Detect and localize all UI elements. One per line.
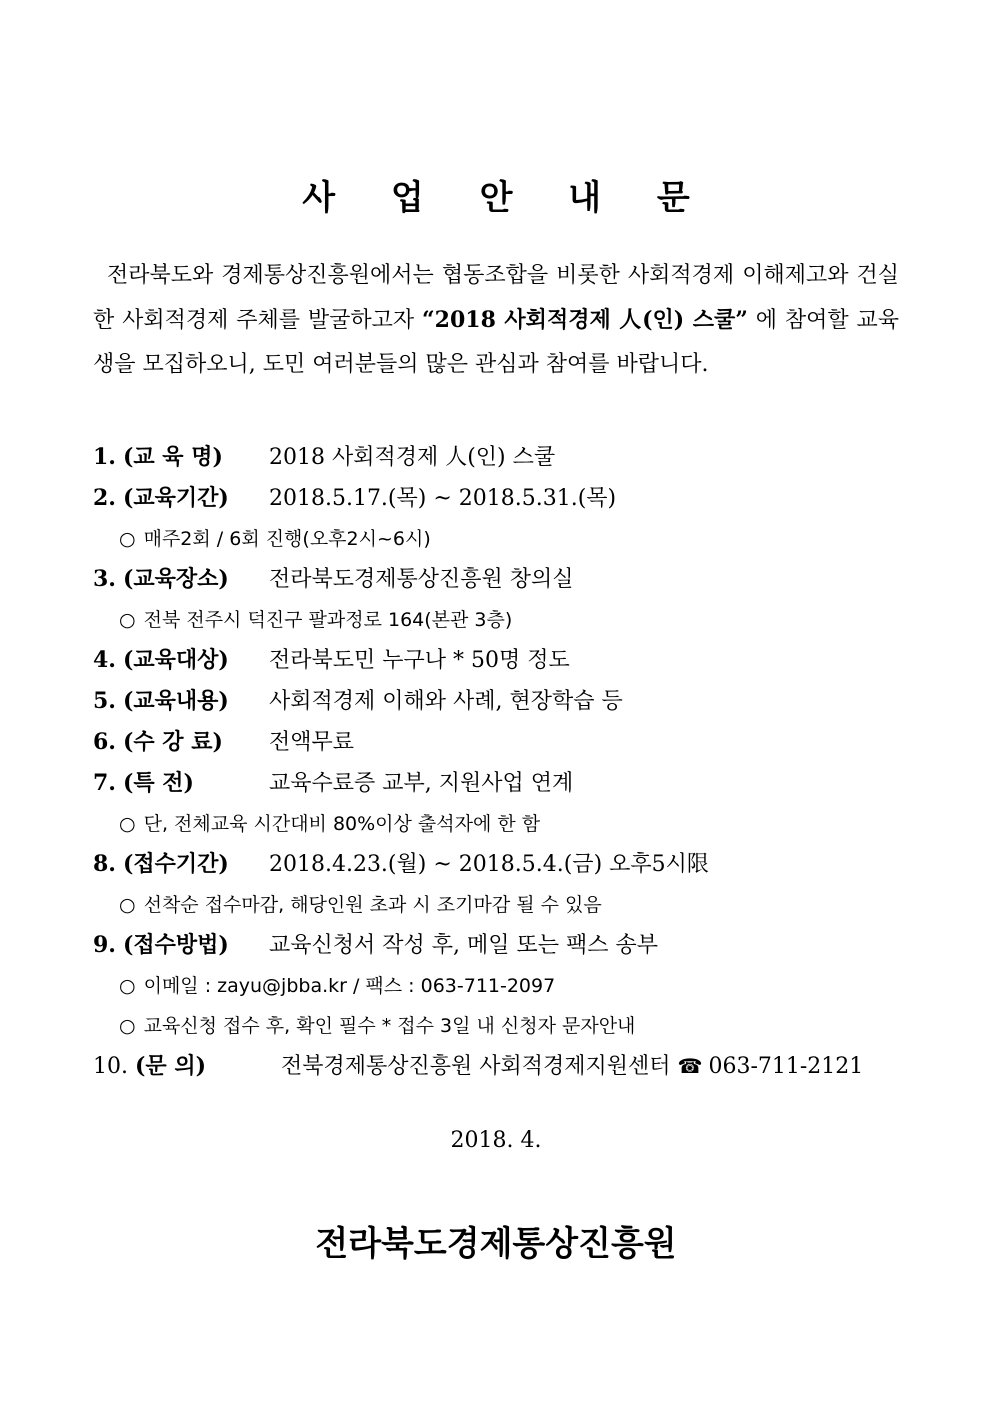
subitem-text: 선착순 접수마감, 해당인원 초과 시 조기마감 될 수 있음: [143, 894, 602, 916]
item-value: 2018.4.23.(월) ~ 2018.5.4.(금) 오후5시限: [268, 852, 709, 877]
item-value: 사회적경제 이해와 사례, 현장학습 등: [268, 689, 623, 714]
item-value: 2018.5.17.(목) ~ 2018.5.31.(목): [268, 486, 617, 511]
item-number: 3.: [93, 566, 116, 592]
subitem-text: 이메일 : zayu@jbba.kr / 팩스 : 063-711-2097: [143, 975, 556, 997]
item-label: (수 강 료): [122, 729, 223, 755]
list-subitem: [93, 1006, 913, 1046]
contact-item: [93, 1046, 913, 1087]
item-label: (접수방법): [122, 932, 229, 958]
item-label: (교육내용): [122, 688, 229, 714]
list-subitem: [93, 966, 913, 1006]
list-item: [93, 681, 913, 722]
circle-bullet-icon: ○: [119, 609, 136, 631]
item-label: (교육기간): [122, 485, 229, 511]
subitem-text: 단, 전체교육 시간대비 80%이상 출석자에 한 함: [143, 813, 541, 835]
issue-date: 2018. 4.: [450, 1128, 542, 1153]
item-label: (교육장소): [122, 566, 229, 592]
circle-bullet-icon: ○: [119, 1015, 136, 1037]
item-value: 교육수료증 교부, 지원사업 연계: [268, 771, 574, 796]
list-item: [93, 844, 913, 885]
circle-bullet-icon: ○: [119, 894, 136, 916]
item-number: 10.: [93, 1054, 128, 1079]
item-number: 7.: [93, 770, 116, 796]
circle-bullet-icon: ○: [119, 975, 136, 997]
intro-paragraph: [93, 254, 899, 387]
list-item: [93, 640, 913, 681]
item-value: 전라북도경제통상진흥원 창의실: [268, 567, 574, 592]
item-number: 4.: [93, 647, 116, 673]
list-subitem: [93, 885, 913, 925]
item-label: (접수기간): [122, 851, 229, 877]
item-number: 2.: [93, 485, 116, 511]
item-value: 2018 사회적경제 人(인) 스쿨: [268, 445, 556, 470]
phone-icon: ☎: [677, 1054, 703, 1078]
intro-program-name: “2018 사회적경제 人(인) 스쿨”: [422, 307, 748, 333]
item-value: 전액무료: [268, 730, 354, 755]
circle-bullet-icon: ○: [119, 528, 136, 550]
item-value: 교육신청서 작성 후, 메일 또는 팩스 송부: [268, 933, 658, 958]
item-number: 6.: [93, 729, 116, 755]
contact-phone: 063-711-2121: [708, 1054, 864, 1079]
list-item: [93, 478, 913, 519]
intro-text-2: 에 참여할 교육생을 모집하오니, 도민 여러분들의 많은 관심과 참여를 바랍니다.: [93, 308, 899, 377]
list-item: [93, 763, 913, 804]
page-title: 사 업 안 내 문: [302, 178, 712, 218]
list-item: [93, 437, 913, 478]
subitem-text: 전북 전주시 덕진구 팔과정로 164(본관 3층): [143, 609, 513, 631]
item-number: 1.: [93, 444, 116, 470]
list-subitem: [93, 519, 913, 559]
item-label: (교 육 명): [122, 444, 223, 470]
list-item: [93, 559, 913, 600]
item-number: 8.: [93, 851, 116, 877]
item-value: 전라북도민 누구나 * 50명 정도: [268, 648, 570, 673]
intro-text-1: 전라북도와 경제통상진흥원에서는 협동조합을 비롯한 사회적경제 이해제고와 건실한 사회적경제 주체를 발굴하고자: [93, 263, 899, 333]
list-item: [93, 925, 913, 966]
circle-bullet-icon: ○: [119, 813, 136, 835]
subitem-text: 교육신청 접수 후, 확인 필수 * 접수 3일 내 신청자 문자안내: [143, 1015, 636, 1037]
item-label: (문 의): [135, 1053, 206, 1079]
item-label: (특 전): [122, 770, 194, 796]
item-number: 5.: [93, 688, 116, 714]
item-label: (교육대상): [122, 647, 229, 673]
list-item: [93, 722, 913, 763]
subitem-text: 매주2회 / 6회 진행(오후2시~6시): [143, 528, 431, 550]
list-subitem: [93, 804, 913, 844]
contact-value: 전북경제통상진흥원 사회적경제지원센터: [281, 1054, 671, 1079]
issuer-name: 전라북도경제통상진흥원: [315, 1224, 677, 1264]
info-list: [93, 437, 913, 1087]
list-subitem: [93, 600, 913, 640]
item-number: 9.: [93, 932, 116, 958]
